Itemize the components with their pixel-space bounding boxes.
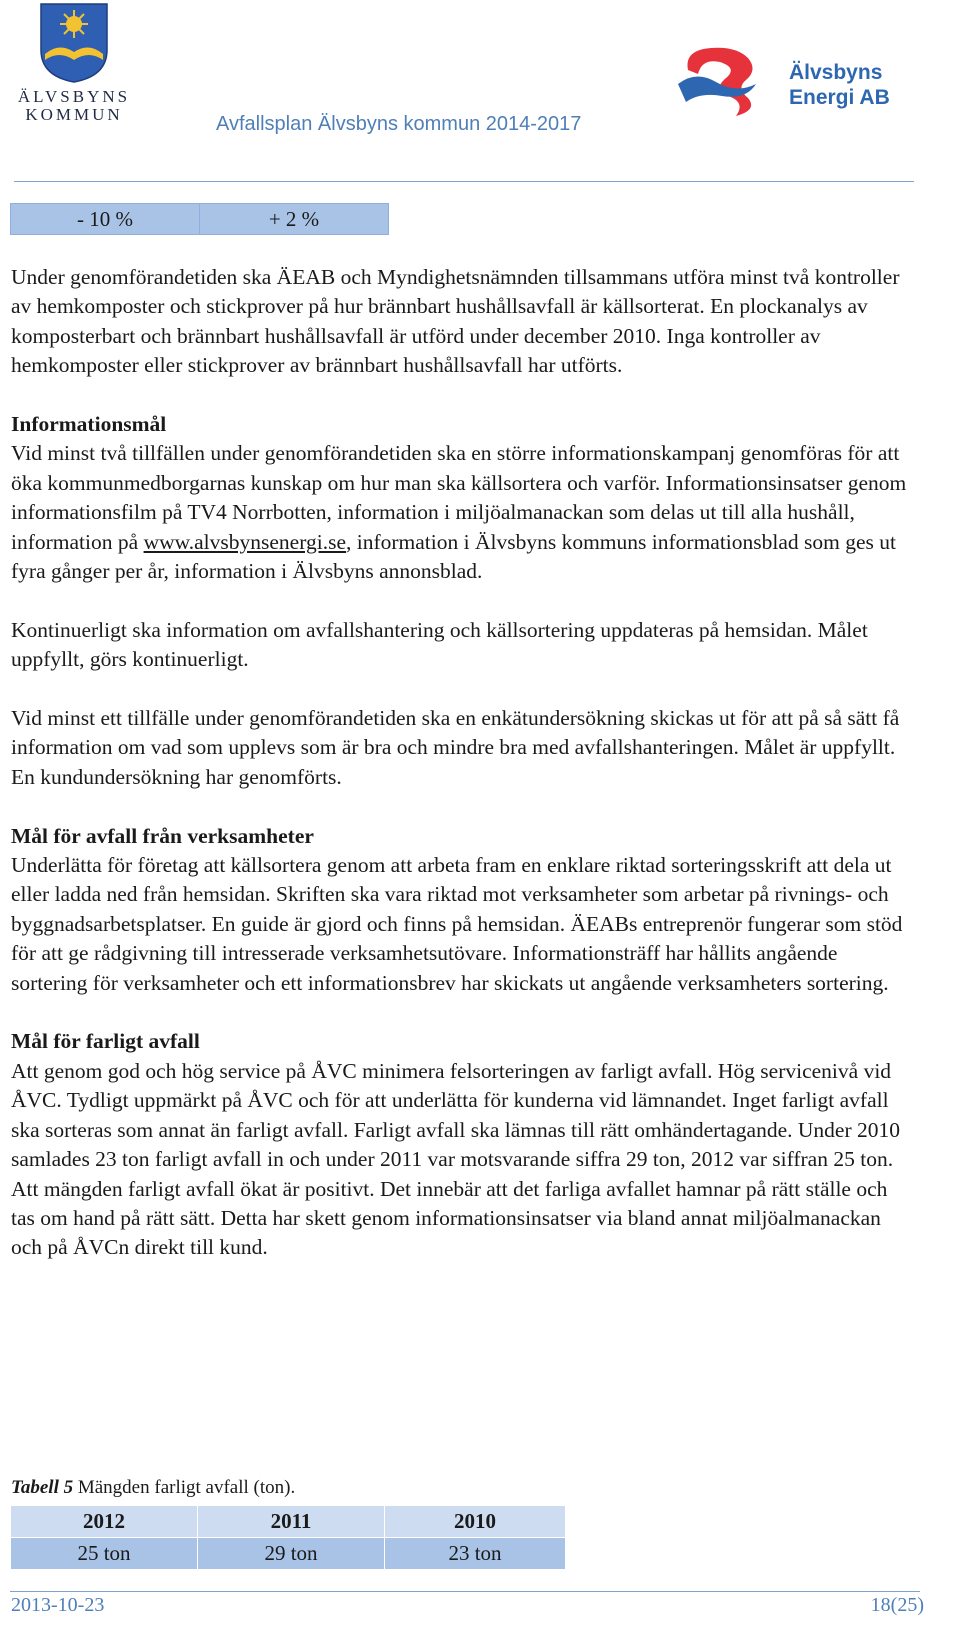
- coat-of-arms-icon: [39, 2, 109, 84]
- energy-brand-name: [789, 60, 890, 110]
- footer-divider: [10, 1591, 920, 1592]
- amount-cell: 25 ton: [11, 1538, 198, 1570]
- paragraph-business-waste: Underlätta för företag att källsortera genom att arbeta fram en enklare riktad sorteringsskrift att dela ut eller ladda ned från hemsidan. Skriften ska vara riktad mot verksamheter som arbetar på rivnings- och byggnadsarbetsplatser. En guide är gjord och finns på hemsidan. ÄEABs entreprenör fungerar som stöd för att ge rådgivning till intresserade verksamhetsutövare. Informationsträff har hållits angående sortering för verksamheter och ett informationsbrev har skickats ut angående verksamheters sortering.: [11, 853, 903, 995]
- energy-website-link[interactable]: www.alvsbynsenergi.se: [143, 529, 346, 554]
- table-row: [11, 1538, 566, 1570]
- heading-information-goals: Informationsmål: [11, 412, 167, 437]
- municipality-name-line1: ÄLVSBYNS: [17, 87, 131, 106]
- paragraph-hazardous-waste: Att genom god och hög service på ÅVC minimera felsorteringen av farligt avfall. Hög servicenivå vid ÅVC. Tydligt uppmärkt på ÅVC och för att underlätta för kunderna vid lämnandet. Inget farligt avfall ska sorteras som annat än farligt avfall. Farligt avfall ska lämnas till rätt omhändertagande. Under 2010 samlades 23 ton farligt avfall in och under 2011 var motsvarande siffra 29 ton, 2012 var siffran 25 ton. Att mängden farligt avfall ökat är positivt. Det innebär att det farliga avfallet hamnar på rätt ställe och tas om hand på rätt sätt. Detta har skett genom informationsinsatser via bland annat miljöalmanackan och på ÅVCn direkt till kund.: [11, 1058, 900, 1260]
- energy-company-logo: [676, 40, 916, 130]
- percentage-cell: + 2 %: [200, 204, 389, 235]
- hazardous-waste-table: [10, 1505, 566, 1570]
- main-content: [11, 263, 916, 1263]
- heading-hazardous-waste: Mål för farligt avfall: [11, 1029, 200, 1054]
- amount-cell: 23 ton: [385, 1538, 566, 1570]
- paragraph-website-updates: Kontinuerligt ska information om avfallshantering och källsortering uppdateras på hemsidan. Målet uppfyllt, görs kontinuerligt.: [11, 617, 868, 672]
- energy-brand-line2: Energi AB: [789, 86, 890, 109]
- amount-cell: 29 ton: [198, 1538, 385, 1570]
- table-caption: [11, 1477, 295, 1499]
- footer-page-number: 18(25): [870, 1594, 924, 1616]
- paragraph-text: , information i Älvsbyns kommuns informationsblad som ges ut fyra gånger per år, information i Älvsbyns annonsblad.: [11, 529, 897, 584]
- percentage-table: [10, 203, 389, 235]
- percentage-cell: - 10 %: [11, 204, 200, 235]
- paragraph-information-campaign: [11, 439, 916, 586]
- table-caption-label: Tabell 5: [11, 1477, 74, 1498]
- paragraph-survey: Vid minst ett tillfälle under genomförandetiden ska en enkätundersökning skickas ut för att på så sätt få information om vad som upplevs som är bra och mindre bra med avfallshanteringen. Målet är uppfyllt. En kundundersökning har genomförts.: [11, 706, 900, 789]
- year-header: 2010: [385, 1506, 566, 1538]
- year-header: 2012: [11, 1506, 198, 1538]
- footer-date: 2013-10-23: [11, 1594, 105, 1616]
- table-caption-text: Mängden farligt avfall (ton).: [73, 1477, 296, 1498]
- flame-wave-icon: [676, 40, 776, 120]
- municipality-logo: [14, 2, 134, 136]
- paragraph-home-compost: Under genomförandetiden ska ÄEAB och Myndighetsnämnden tillsammans utföra minst två kontroller av hemkomposter och stickprover på hur brännbart hushållsavfall är källsorterat. En plockanalys av komposterbart och brännbart hushållsavfall är utförd under december 2010. Inga kontroller av hemkomposter eller stickprover av brännbart hushållsavfall har utförts.: [11, 265, 900, 378]
- table-header-row: [11, 1506, 566, 1538]
- paragraph-text: Vid minst två tillfällen under genomförandetiden ska en större informationskampanj genomföras för att öka kommunmedborgarnas kunskap om hur man ska källsortera och varför. Informationsinsatser genom informationsfilm på TV4 Norrbotten, information i miljöalmanackan som delas ut till alla hushåll, information på: [11, 441, 907, 554]
- energy-brand-line1: Älvsbyns: [789, 61, 883, 84]
- year-header: 2011: [198, 1506, 385, 1538]
- municipality-name-line2: KOMMUN: [25, 105, 123, 124]
- header-divider: [14, 181, 914, 182]
- heading-business-waste: Mål för avfall från verksamheter: [11, 823, 314, 848]
- document-header-title: Avfallsplan Älvsbyns kommun 2014-2017: [216, 113, 582, 135]
